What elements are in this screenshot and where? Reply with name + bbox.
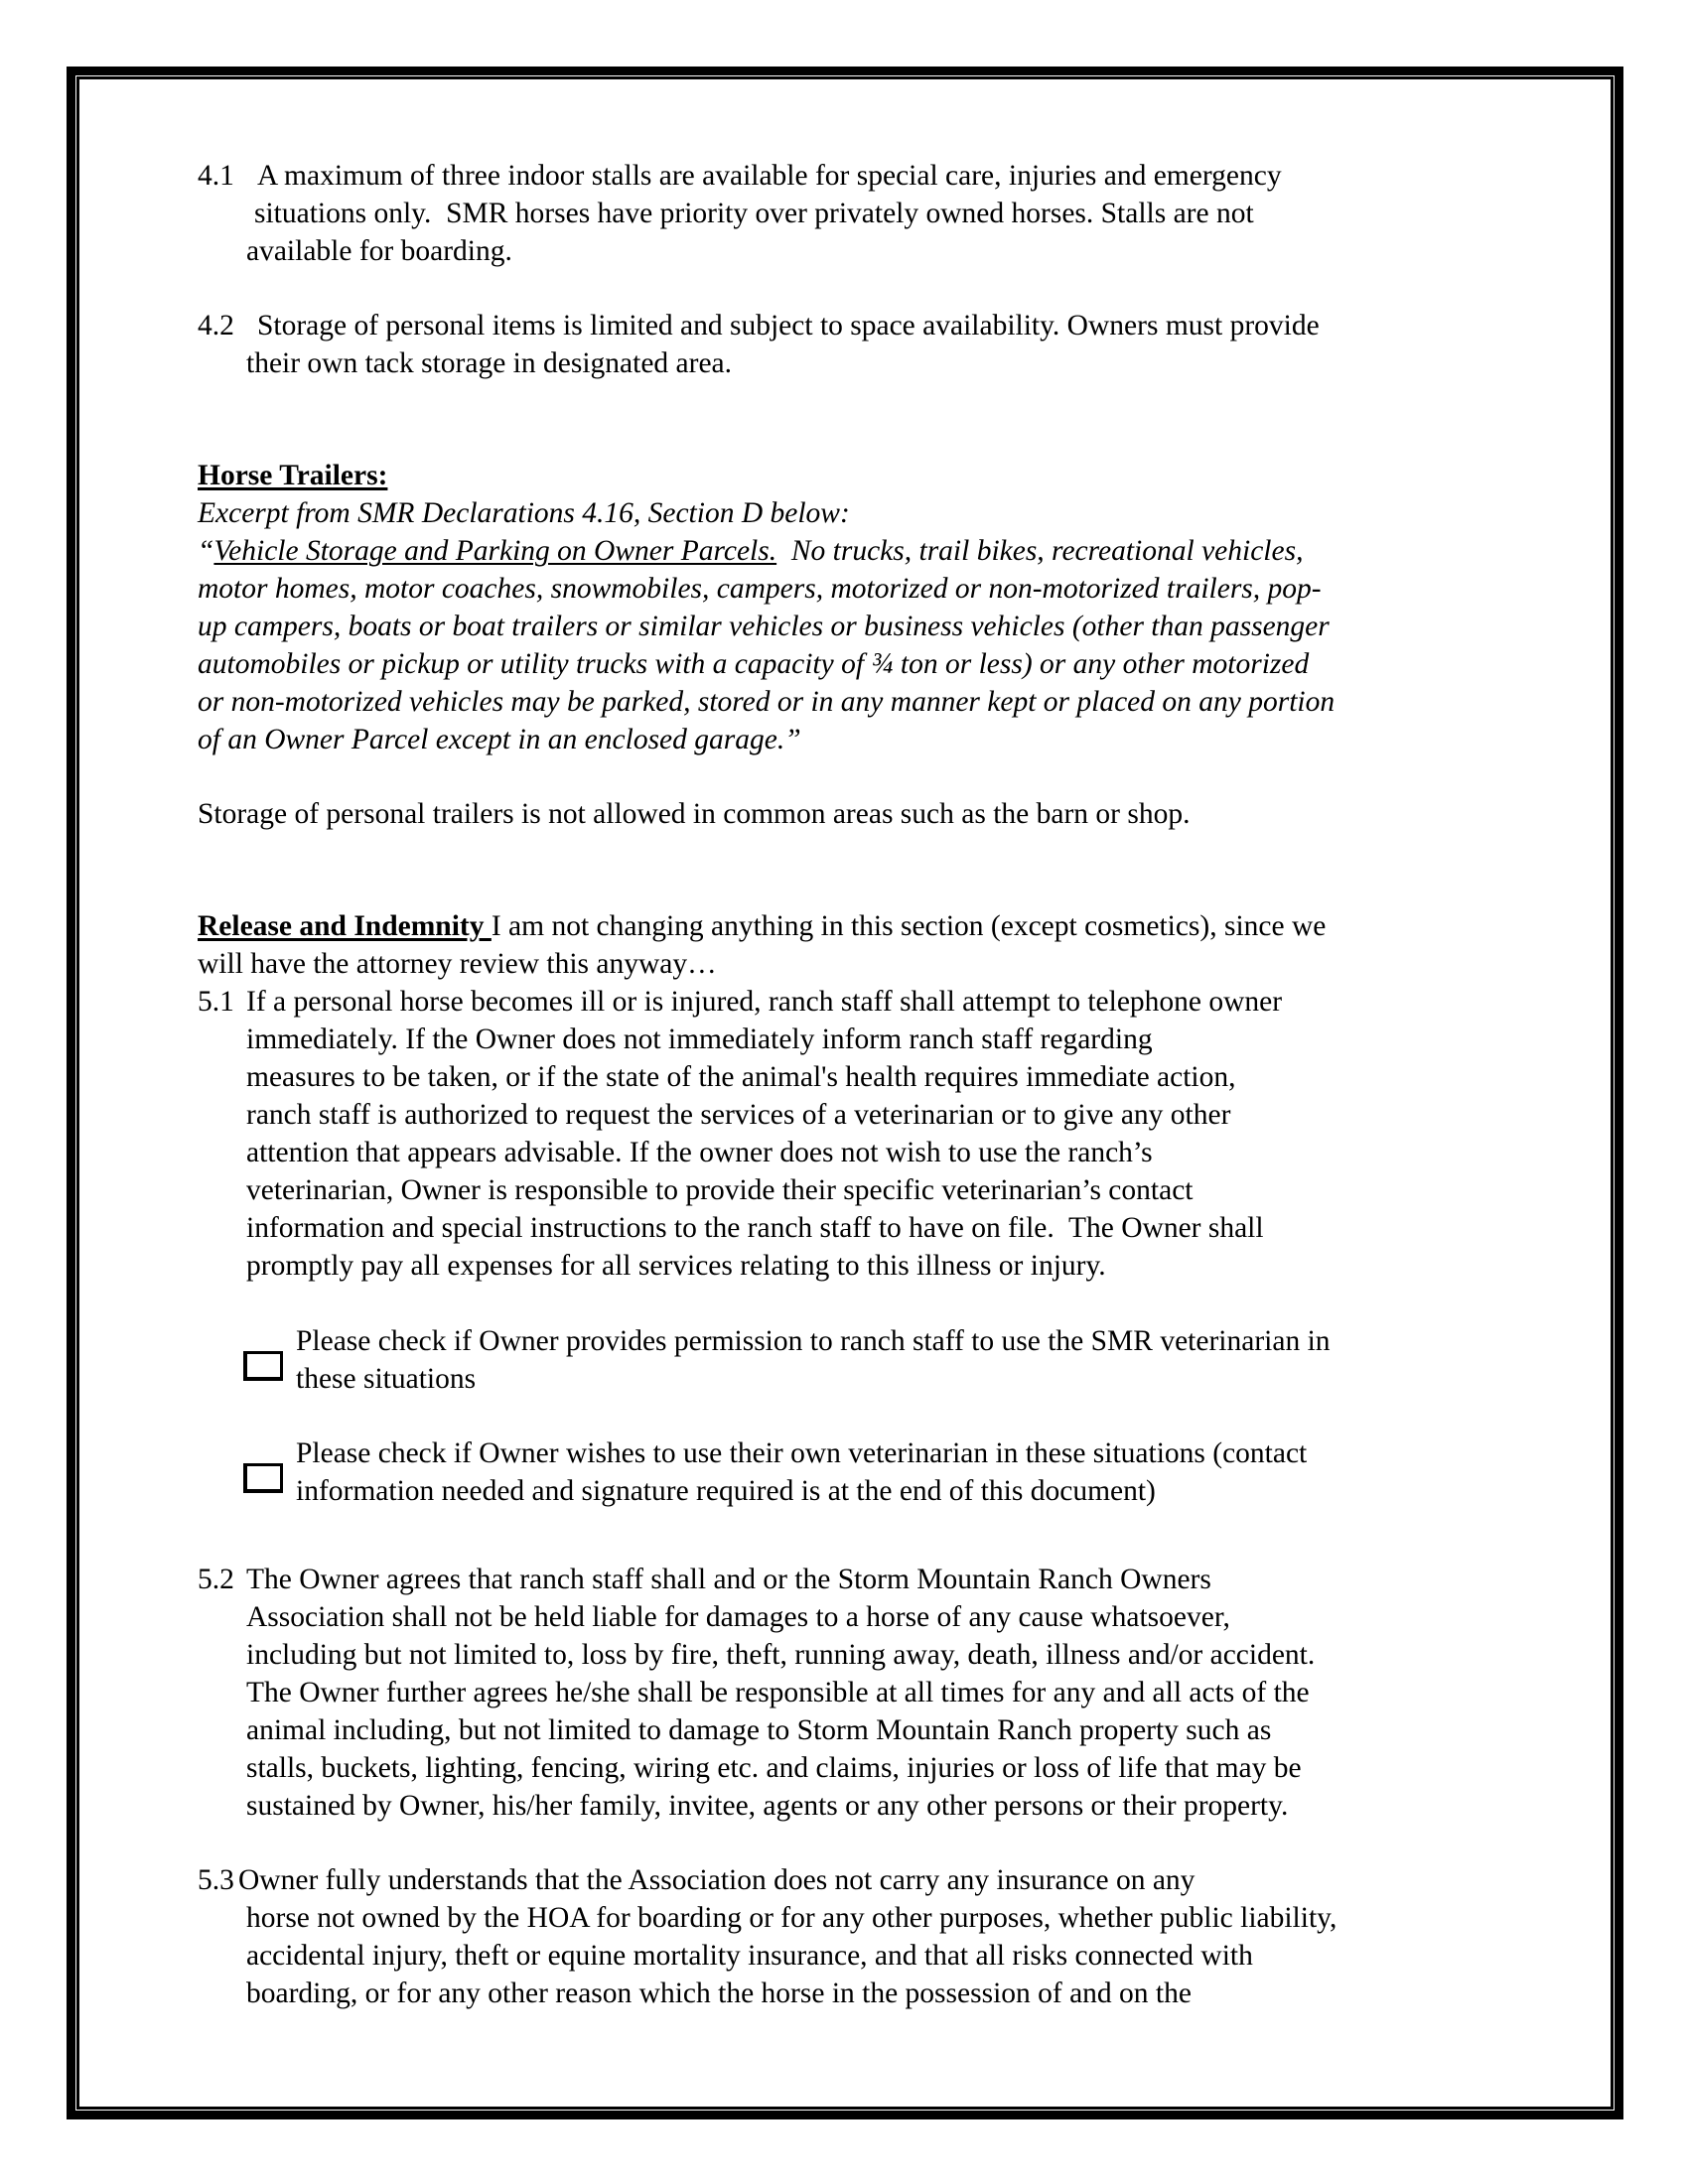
checkbox-label: these situations bbox=[296, 1363, 477, 1395]
checkbox-label: Please check if Owner wishes to use their own veterinarian in these situations (contact bbox=[296, 1437, 1308, 1469]
text-line: The Owner further agrees he/she shall be responsible at all times for any and all acts of the bbox=[246, 1677, 1310, 1708]
text-line: Association shall not be held liable for damages to a horse of any cause whatsoever, bbox=[246, 1601, 1230, 1633]
text-line: accidental injury, theft or equine mortality insurance, and that all risks connected with bbox=[246, 1940, 1253, 1972]
smr-veterinarian-checkbox[interactable] bbox=[243, 1351, 283, 1381]
text-line: situations only. SMR horses have priority over privately owned horses. Stalls are not bbox=[254, 198, 1254, 229]
quote-line: of an Owner Parcel except in an enclosed garage.” bbox=[198, 724, 801, 755]
text-line: immediately. If the Owner does not immediately inform ranch staff regarding bbox=[246, 1024, 1153, 1055]
text-line: available for boarding. bbox=[246, 235, 512, 267]
editor-note: will have the attorney review this anyway… bbox=[198, 948, 717, 980]
item-number: 4.1 bbox=[198, 160, 234, 192]
quote-mark: “ bbox=[198, 535, 214, 567]
text-line: The Owner agrees that ranch staff shall and or the Storm Mountain Ranch Owners bbox=[246, 1564, 1211, 1595]
quote-title: Vehicle Storage and Parking on Owner Parcels. bbox=[213, 535, 777, 567]
storage-note: Storage of personal trailers is not allowed in common areas such as the barn or shop. bbox=[198, 798, 1191, 830]
checkbox-label: Please check if Owner provides permission to ranch staff to use the SMR veterinarian in bbox=[296, 1325, 1331, 1357]
text-line: horse not owned by the HOA for boarding or for any other purposes, whether public liability, bbox=[246, 1902, 1337, 1934]
own-veterinarian-checkbox[interactable] bbox=[243, 1463, 283, 1493]
quote-line bbox=[198, 532, 1303, 570]
quote-line: automobiles or pickup or utility trucks with a capacity of ¾ ton or less) or any other motorized bbox=[198, 648, 1310, 680]
excerpt-intro: Excerpt from SMR Declarations 4.16, Section D below: bbox=[198, 497, 850, 529]
text-line: animal including, but not limited to damage to Storm Mountain Ranch property such as bbox=[246, 1714, 1272, 1746]
text-line: Owner fully understands that the Association does not carry any insurance on any bbox=[238, 1864, 1196, 1896]
text-line: stalls, buckets, lighting, fencing, wiring etc. and claims, injuries or loss of life that may be bbox=[246, 1752, 1302, 1784]
section-heading: Release and Indemnity bbox=[198, 910, 492, 942]
item-number: 5.1 bbox=[198, 986, 234, 1018]
text-line: information and special instructions to the ranch staff to have on file. The Owner shall bbox=[246, 1212, 1264, 1244]
text-line: Storage of personal items is limited and subject to space availability. Owners must provide bbox=[257, 310, 1320, 341]
item-number: 5.3 bbox=[198, 1864, 234, 1896]
text-line: their own tack storage in designated area. bbox=[246, 347, 733, 379]
item-number: 4.2 bbox=[198, 310, 234, 341]
release-heading-line bbox=[198, 907, 1326, 945]
checkbox-label: information needed and signature required is at the end of this document) bbox=[296, 1475, 1156, 1507]
section-heading: Horse Trailers: bbox=[198, 460, 388, 491]
item-number: 5.2 bbox=[198, 1564, 234, 1595]
text-line: sustained by Owner, his/her family, invitee, agents or any other persons or their property. bbox=[246, 1790, 1289, 1822]
quote-text: No trucks, trail bikes, recreational vehicles, bbox=[776, 535, 1304, 567]
text-line: attention that appears advisable. If the owner does not wish to use the ranch’s bbox=[246, 1137, 1153, 1168]
text-line: If a personal horse becomes ill or is injured, ranch staff shall attempt to telephone owner bbox=[246, 986, 1283, 1018]
text-line: boarding, or for any other reason which the horse in the possession of and on the bbox=[246, 1978, 1192, 2009]
text-line: promptly pay all expenses for all services relating to this illness or injury. bbox=[246, 1250, 1106, 1282]
text-line: ranch staff is authorized to request the services of a veterinarian or to give any other bbox=[246, 1099, 1231, 1131]
text-line: measures to be taken, or if the state of the animal's health requires immediate action, bbox=[246, 1061, 1236, 1093]
quote-line: up campers, boats or boat trailers or similar vehicles or business vehicles (other than passenger bbox=[198, 611, 1330, 642]
text-line: A maximum of three indoor stalls are available for special care, injuries and emergency bbox=[257, 160, 1282, 192]
quote-line: or non-motorized vehicles may be parked, stored or in any manner kept or placed on any portion bbox=[198, 686, 1336, 718]
text-line: veterinarian, Owner is responsible to provide their specific veterinarian’s contact bbox=[246, 1174, 1194, 1206]
quote-line: motor homes, motor coaches, snowmobiles, campers, motorized or non-motorized trailers, pop- bbox=[198, 573, 1322, 605]
editor-note: I am not changing anything in this section (except cosmetics), since we bbox=[491, 910, 1327, 942]
text-line: including but not limited to, loss by fire, theft, running away, death, illness and/or accident. bbox=[246, 1639, 1316, 1671]
